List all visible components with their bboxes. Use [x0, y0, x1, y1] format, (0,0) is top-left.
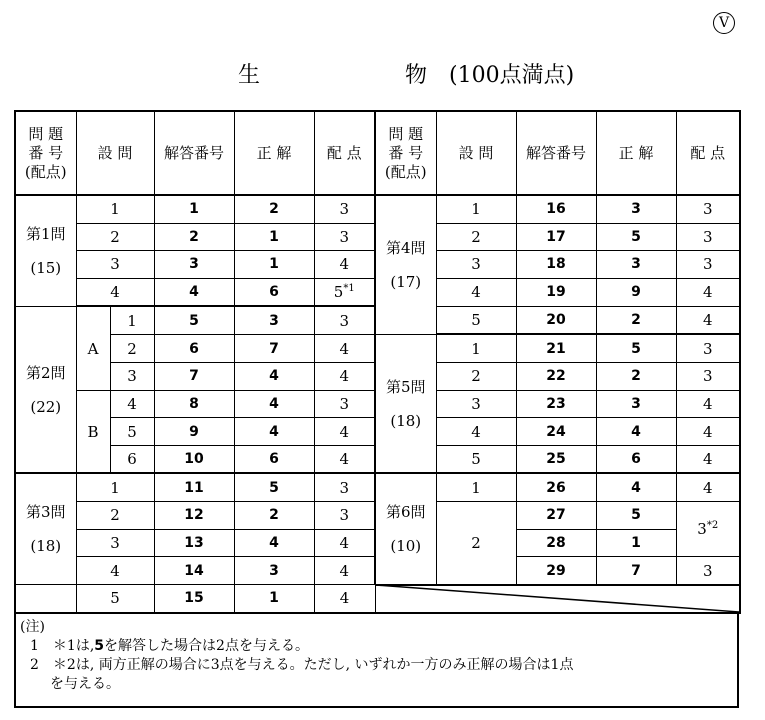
- q6-sub: 1: [436, 473, 516, 501]
- header-correct-right: 正 解: [596, 111, 676, 195]
- q5-sub: 3: [436, 390, 516, 418]
- header-q-no-line3: (配点): [24, 162, 67, 181]
- q2-group-a: A: [76, 306, 110, 390]
- note-1: [20, 637, 733, 656]
- q5-pts: 4: [676, 390, 740, 418]
- q6-pts: 4: [676, 473, 740, 501]
- q3-pts: 3: [314, 502, 375, 530]
- q2-ans: 6: [154, 334, 234, 362]
- q3-correct: 5: [234, 473, 314, 501]
- q2-title: 第2問: [25, 363, 66, 382]
- note-1-b: 5: [94, 638, 105, 654]
- note-1-a: ＊1は,: [52, 638, 95, 654]
- q1-ans: 4: [154, 278, 234, 306]
- q2-points: (22): [30, 397, 62, 416]
- q2-sub: 1: [110, 306, 154, 334]
- q2-sub: 5: [110, 418, 154, 446]
- notes-head: (注): [20, 619, 45, 635]
- q6-title: 第6問: [385, 503, 426, 522]
- q3-ans: 13: [154, 529, 234, 557]
- q5-correct: 4: [596, 418, 676, 446]
- q4-pts: 3: [676, 223, 740, 251]
- q2-pts: 4: [314, 418, 375, 446]
- q4-points: (17): [390, 272, 422, 291]
- q3-ans: 14: [154, 557, 234, 585]
- q1-correct: 1: [234, 223, 314, 251]
- q3-sub: 2: [76, 502, 154, 530]
- q5-sub: 1: [436, 334, 516, 362]
- q6-correct: 7: [596, 557, 676, 585]
- q1-pts-value: 5: [333, 283, 344, 302]
- q2-correct: 3: [234, 306, 314, 334]
- q3-title: 第3問: [25, 503, 66, 522]
- q3-pts: 3: [314, 473, 375, 501]
- q6-points: (10): [390, 537, 422, 556]
- q5-sub: 4: [436, 418, 516, 446]
- q5-pts: 3: [676, 334, 740, 362]
- answer-table: [14, 110, 741, 614]
- note-2: [20, 656, 733, 675]
- q1-sub: 4: [76, 278, 154, 306]
- q4-pts: 4: [676, 278, 740, 306]
- q2-correct: 4: [234, 418, 314, 446]
- note-2-num: 2: [30, 657, 39, 673]
- q3-label: [15, 473, 76, 584]
- q4-sub: 5: [436, 306, 516, 334]
- q4-title: 第4問: [385, 238, 426, 257]
- q4-sub: 4: [436, 278, 516, 306]
- header-q-no-right-line2: 番 号: [388, 143, 424, 162]
- q1-sub: 3: [76, 251, 154, 279]
- table-row: [15, 584, 740, 613]
- q5-ans: 23: [516, 390, 596, 418]
- q3-correct: 2: [234, 502, 314, 530]
- q6-ans: 26: [516, 473, 596, 501]
- q2-ans: 8: [154, 390, 234, 418]
- q5-correct: 5: [596, 334, 676, 362]
- note-2-a: ＊2は, 両方正解の場合に3点を与える。ただし, いずれか一方のみ正解の場合は1点: [52, 657, 574, 673]
- q6-sub2: 2: [436, 502, 516, 585]
- q5-ans: 21: [516, 334, 596, 362]
- table-row: [15, 195, 740, 223]
- q6-ans: 27: [516, 502, 596, 530]
- q1-ans: 3: [154, 251, 234, 279]
- q1-label: [15, 195, 76, 306]
- q2-sub: 3: [110, 363, 154, 391]
- q3-sub: 1: [76, 473, 154, 501]
- q4-ans: 17: [516, 223, 596, 251]
- q2-ans: 9: [154, 418, 234, 446]
- header-setsumon-right: 設 問: [436, 111, 516, 195]
- q3-ans: 12: [154, 502, 234, 530]
- q4-correct: 3: [596, 251, 676, 279]
- header-q-no-right: [375, 111, 436, 195]
- q2-label: [15, 306, 76, 473]
- header-q-no-right-line1: 問 題: [388, 124, 424, 143]
- q1-ans: 2: [154, 223, 234, 251]
- q1-pts: 3: [314, 195, 375, 223]
- q4-ans: 16: [516, 195, 596, 223]
- table-row: [15, 334, 740, 362]
- q5-correct: 3: [596, 390, 676, 418]
- blank-slash: [376, 585, 740, 612]
- q4-label: [375, 195, 436, 334]
- q2-ans: 5: [154, 306, 234, 334]
- header-answer-no-right: 解答番号: [516, 111, 596, 195]
- q4-sub: 3: [436, 251, 516, 279]
- q5-pts: 3: [676, 363, 740, 391]
- q3-pts: 4: [314, 529, 375, 557]
- blank-cell: [375, 584, 740, 613]
- q5-correct: 6: [596, 445, 676, 473]
- q3-sub: 3: [76, 529, 154, 557]
- q2-sub: 2: [110, 334, 154, 362]
- q1-sub: 2: [76, 223, 154, 251]
- q5-sub: 5: [436, 445, 516, 473]
- q2-correct: 4: [234, 363, 314, 391]
- q4-correct: 9: [596, 278, 676, 306]
- q1-pts-mark: *1: [343, 283, 355, 295]
- q3-correct: 4: [234, 529, 314, 557]
- q3-points: (18): [30, 537, 62, 556]
- q5-label: [375, 334, 436, 473]
- q4-sub: 1: [436, 195, 516, 223]
- header-answer-no: 解答番号: [154, 111, 234, 195]
- q5-correct: 2: [596, 363, 676, 391]
- q2-correct: 7: [234, 334, 314, 362]
- q6-pts: 3: [676, 557, 740, 585]
- q6-label: [375, 473, 436, 584]
- q4-correct: 2: [596, 306, 676, 334]
- q4-ans: 20: [516, 306, 596, 334]
- q6-ans: 29: [516, 557, 596, 585]
- q5-sub: 2: [436, 363, 516, 391]
- title-subject-2: 物: [405, 63, 428, 88]
- note-2-cont: を与える。: [50, 676, 120, 692]
- q4-ans: 19: [516, 278, 596, 306]
- q2-group-b: B: [76, 390, 110, 473]
- header-q-no-line2: 番 号: [28, 143, 64, 162]
- q1-pts: [314, 278, 375, 306]
- q6-correct: 5: [596, 502, 676, 530]
- q5-points: (18): [390, 411, 422, 430]
- q5-ans: 24: [516, 418, 596, 446]
- q2-ans: 7: [154, 363, 234, 391]
- q3-ans: 15: [154, 584, 234, 613]
- q3-label-cont: [15, 584, 76, 613]
- q1-title: 第1問: [25, 224, 66, 243]
- q3-sub: 4: [76, 557, 154, 585]
- header-correct: 正 解: [234, 111, 314, 195]
- q2-sub: 4: [110, 390, 154, 418]
- q1-pts: 4: [314, 251, 375, 279]
- q2-pts: 3: [314, 390, 375, 418]
- header-row: [15, 111, 740, 195]
- q1-pts: 3: [314, 223, 375, 251]
- q1-correct: 6: [234, 278, 314, 306]
- q4-correct: 5: [596, 223, 676, 251]
- header-setsumon: 設 問: [76, 111, 154, 195]
- header-q-no-line1: 問 題: [28, 124, 64, 143]
- notes: [14, 614, 739, 708]
- q6-correct: 1: [596, 529, 676, 557]
- q6-shared-pts: [676, 502, 740, 557]
- q6-correct: 4: [596, 473, 676, 501]
- q5-title: 第5問: [385, 377, 426, 396]
- q3-correct: 1: [234, 584, 314, 613]
- q2-pts: 4: [314, 334, 375, 362]
- page-title: [0, 58, 765, 90]
- q2-correct: 4: [234, 390, 314, 418]
- q6-shared-pts-mark: *2: [706, 520, 719, 532]
- q2-ans: 10: [154, 445, 234, 473]
- q6-shared-pts-value: 3: [697, 520, 707, 539]
- q2-pts: 3: [314, 306, 375, 334]
- q5-ans: 25: [516, 445, 596, 473]
- q3-correct: 3: [234, 557, 314, 585]
- q5-pts: 4: [676, 445, 740, 473]
- q2-correct: 6: [234, 445, 314, 473]
- q1-points: (15): [30, 258, 62, 277]
- q2-pts: 4: [314, 363, 375, 391]
- header-q-no: [15, 111, 76, 195]
- q5-pts: 4: [676, 418, 740, 446]
- note-1-c: を解答した場合は2点を与える。: [104, 638, 309, 654]
- header-points: 配 点: [314, 111, 375, 195]
- q1-correct: 2: [234, 195, 314, 223]
- title-score: (100点満点): [449, 63, 575, 88]
- q4-ans: 18: [516, 251, 596, 279]
- q1-correct: 1: [234, 251, 314, 279]
- q3-pts: 4: [314, 584, 375, 613]
- q5-ans: 22: [516, 363, 596, 391]
- q2-sub: 6: [110, 445, 154, 473]
- q4-pts: 3: [676, 195, 740, 223]
- header-q-no-right-line3: (配点): [384, 162, 427, 181]
- note-1-num: 1: [30, 638, 39, 654]
- page-marker: V: [713, 12, 735, 34]
- q3-pts: 4: [314, 557, 375, 585]
- q1-sub: 1: [76, 195, 154, 223]
- q1-ans: 1: [154, 195, 234, 223]
- q4-sub: 2: [436, 223, 516, 251]
- q4-pts: 3: [676, 251, 740, 279]
- q4-pts: 4: [676, 306, 740, 334]
- q4-correct: 3: [596, 195, 676, 223]
- header-points-right: 配 点: [676, 111, 740, 195]
- table-row: [15, 473, 740, 501]
- q3-ans: 11: [154, 473, 234, 501]
- q2-pts: 4: [314, 445, 375, 473]
- q3-sub: 5: [76, 584, 154, 613]
- title-subject-1: 生: [238, 63, 261, 88]
- q6-ans: 28: [516, 529, 596, 557]
